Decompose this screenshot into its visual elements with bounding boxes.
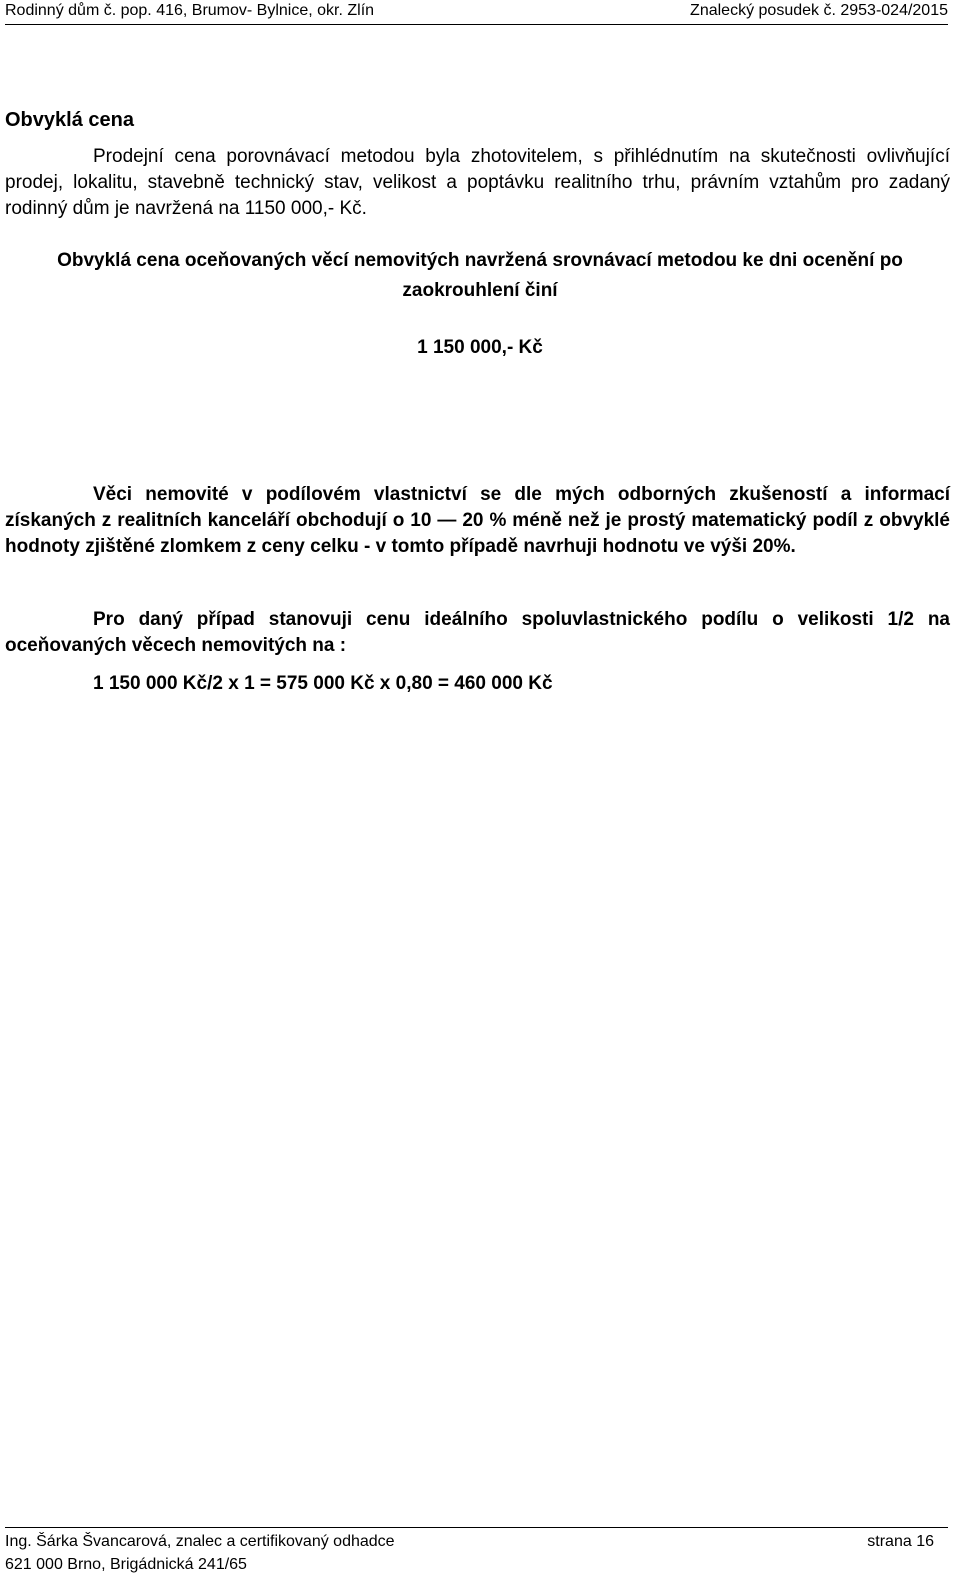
share-price-paragraph: Pro daný případ stanovuji cenu ideálního spoluvlastnického podílu o velikosti 1/2 na oceňovaných věcech nemovitých na : xyxy=(5,609,950,656)
footer-address: 621 000 Brno, Brigádnická 241/65 xyxy=(5,1556,247,1573)
header-report-number: Znalecký posudek č. 2953-024/2015 xyxy=(690,2,948,19)
header-document-subject: Rodinný dům č. pop. 416, Brumov- Bylnice, okr. Zlín xyxy=(5,2,375,19)
page-footer xyxy=(5,1527,948,1573)
summary-line-2: zaokrouhlení činí xyxy=(402,280,558,301)
final-price: 1 150 000,- Kč xyxy=(417,337,543,358)
section-title: Obvyklá cena xyxy=(5,109,134,131)
footer-author: Ing. Šárka Švancarová, znalec a certifikovaný odhadce xyxy=(5,1533,395,1550)
share-price-calculation: 1 150 000 Kč/2 x 1 = 575 000 Kč x 0,80 = 460 000 Kč xyxy=(93,673,553,694)
price-description-paragraph: Prodejní cena porovnávací metodou byla zhotovitelem, s přihlédnutím na skutečnosti ovlivňující prodej, lokalitu, stavebně technický stav, velikost a poptávku realitního trhu, právním vztahům pro zadaný rodinný dům je navržená na 1150 000,- Kč. xyxy=(5,146,950,219)
co-ownership-paragraph: Věci nemovité v podílovém vlastnictví se dle mých odborných zkušeností a informací získaných z realitních kanceláří obchodují o 10 — 20 % méně než je prostý matematický podíl z obvyklé hodnoty zjištěné zlomkem z ceny celku - v tomto případě navrhuji hodnotu ve výši 20%. xyxy=(5,484,950,557)
page-header xyxy=(5,0,948,25)
summary-line-1: Obvyklá cena oceňovaných věcí nemovitých navržená srovnávací metodou ke dni ocenění po xyxy=(57,250,903,271)
footer-page-number: strana 16 xyxy=(867,1533,934,1550)
